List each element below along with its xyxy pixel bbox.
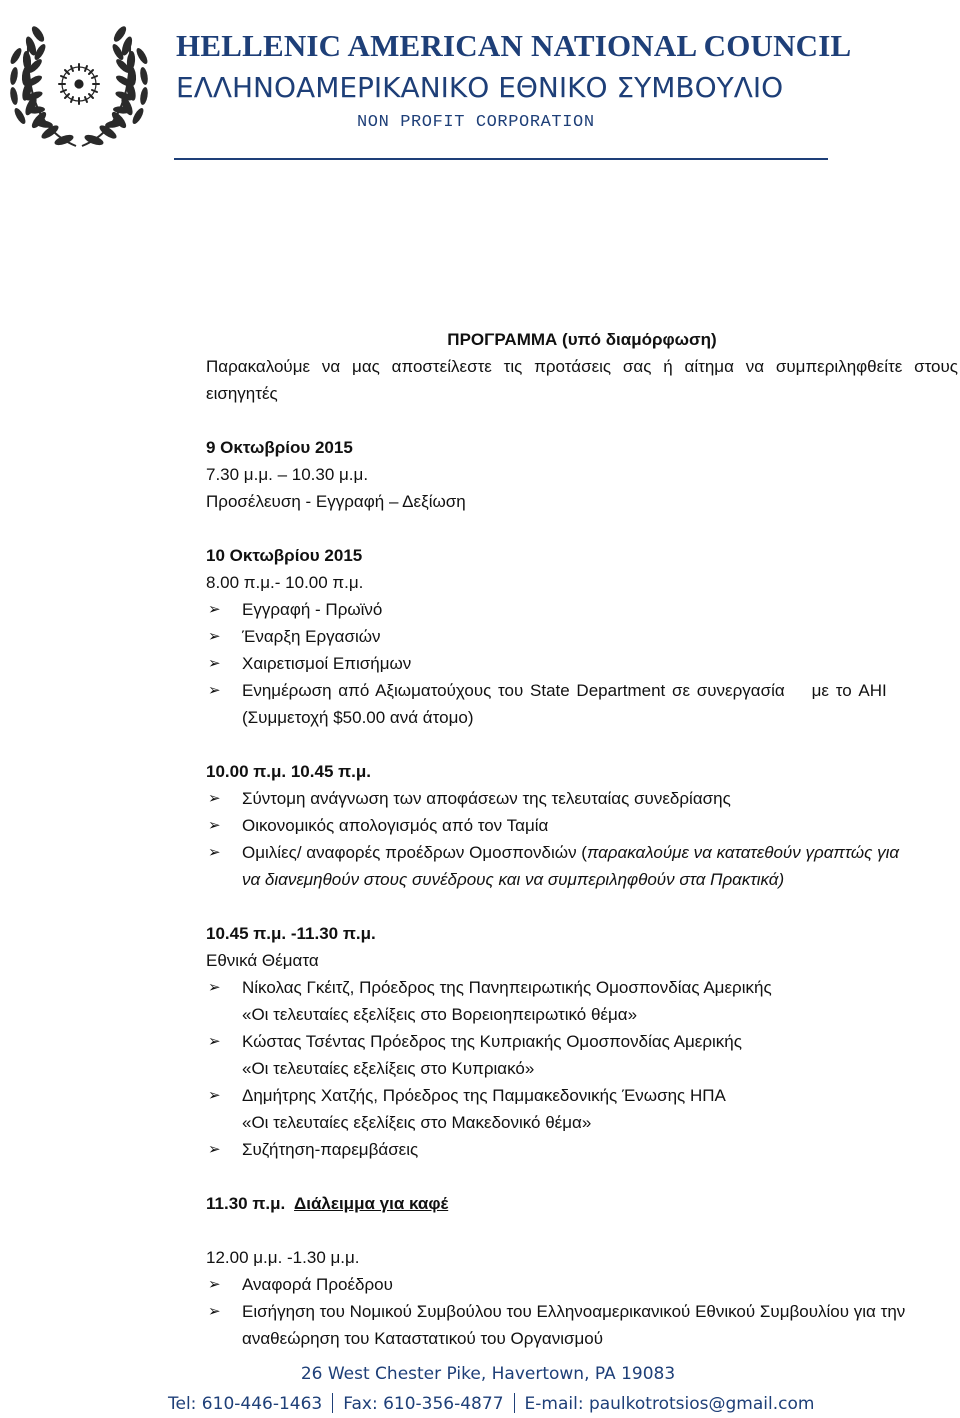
list-item: ➢ Οικονομικός απολογισμός από τον Ταμία <box>206 812 958 839</box>
block2-time: 10.00 π.μ. 10.45 π.μ. <box>206 762 371 781</box>
footer-address: 26 West Chester Pike, Havertown, PA 19083 <box>300 1364 676 1384</box>
nonprofit-label: NON PROFIT CORPORATION <box>357 113 595 132</box>
list-item: ➢ Σύντομη ανάγνωση των αποφάσεων της τελευταίας συνεδρίασης <box>206 785 958 812</box>
block3-time: 10.45 π.μ. -11.30 π.μ. <box>206 924 376 943</box>
speeches-note: να διανεμηθούν στους συνέδρους και να συμπεριληφθούν στα Πρακτικά) <box>242 870 785 889</box>
day1-event: Προσέλευση - Εγγραφή – Δεξίωση <box>206 492 466 511</box>
footer-email: E-mail: paulkotrotsios@gmail.com <box>524 1394 815 1414</box>
day2-date: 10 Οκτωβρίου 2015 <box>206 546 363 565</box>
speaker-item: ➢ Κώστας Τσέντας Πρόεδρος της Κυπριακής Ομοσπονδίας Αμερικής <box>206 1028 958 1055</box>
list-item: ➢ Αναφορά Προέδρου <box>206 1271 958 1298</box>
program-title: ΠΡΟΓΡΑΜΜΑ (υπό διαμόρφωση) <box>447 330 717 349</box>
list-item: ➢ Ομιλίες/ αναφορές προέδρων Ομοσπονδιών (παρακαλούμε να κατατεθούν γραπτώς για <box>206 839 958 866</box>
arrow-bullet-icon: ➢ <box>208 1033 221 1050</box>
arrow-bullet-icon: ➢ <box>208 655 221 672</box>
speaker-topic: «Οι τελευταίες εξελίξεις στο Βορειοηπειρωτικό θέμα» <box>242 1005 638 1024</box>
day1-time: 7.30 μ.μ. – 10.30 μ.μ. <box>206 465 369 484</box>
arrow-bullet-icon: ➢ <box>208 817 221 834</box>
org-name-english: HELLENIC AMERICAN NATIONAL COUNCIL <box>176 28 852 63</box>
laurel-wreath-logo <box>6 6 152 152</box>
arrow-bullet-icon: ➢ <box>208 1303 221 1320</box>
speaker-topic: «Οι τελευταίες εξελίξεις στο Μακεδονικό θέμα» <box>242 1113 592 1132</box>
list-item: ➢ Ενημέρωση από Αξιωματούχους του State Department σε συνεργασία με το AHI <box>206 677 958 704</box>
separator <box>514 1393 515 1413</box>
list-item: ➢ Συζήτηση-παρεμβάσεις <box>206 1136 958 1163</box>
speaker-topic: «Οι τελευταίες εξελίξεις στο Κυπριακό» <box>242 1059 535 1078</box>
footer-contact <box>80 1391 960 1417</box>
list-item: ➢ Εισήγηση του Νομικού Συμβούλου του Ελληνοαμερικανικού Εθνικού Συμβουλίου για την <box>206 1298 958 1325</box>
footer-fax: Fax: 610-356-4877 <box>343 1394 504 1414</box>
request-line-2: εισηγητές <box>206 384 278 403</box>
arrow-bullet-icon: ➢ <box>208 979 221 996</box>
list-item: ➢ Χαιρετισμοί Επισήμων <box>206 650 958 677</box>
arrow-bullet-icon: ➢ <box>208 844 221 861</box>
arrow-bullet-icon: ➢ <box>208 1276 221 1293</box>
arrow-bullet-icon: ➢ <box>208 1087 221 1104</box>
arrow-bullet-icon: ➢ <box>208 682 221 699</box>
day1-date: 9 Οκτωβρίου 2015 <box>206 438 353 457</box>
header-rule <box>174 158 828 160</box>
org-name-greek: ΕΛΛΗΝΟΑΜΕΡΙΚΑΝΙΚΟ ΕΘΝΙΚΟ ΣΥΜΒΟΥΛΙΟ <box>176 71 784 104</box>
program-body <box>206 326 958 1352</box>
briefing-fee: (Συμμετοχή $50.00 ανά άτομο) <box>242 708 474 727</box>
arrow-bullet-icon: ➢ <box>208 628 221 645</box>
list-item-continued: αναθεώρηση του Καταστατικού του Οργανισμού <box>242 1329 604 1348</box>
speaker-item: ➢ Δημήτρης Χατζής, Πρόεδρος της Παμμακεδονικής Ένωσης ΗΠΑ <box>206 1082 958 1109</box>
list-item: ➢ Έναρξη Εργασιών <box>206 623 958 650</box>
block3-heading: Εθνικά Θέματα <box>206 951 319 970</box>
speaker-item: ➢ Νίκολας Γκέιτζ, Πρόεδρος της Πανηπειρωτικής Ομοσπονδίας Αμερικής <box>206 974 958 1001</box>
list-item: ➢ Εγγραφή - Πρωϊνό <box>206 596 958 623</box>
arrow-bullet-icon: ➢ <box>208 790 221 807</box>
block4-time: 12.00 μ.μ. -1.30 μ.μ. <box>206 1248 360 1267</box>
arrow-bullet-icon: ➢ <box>208 1141 221 1158</box>
coffee-break: 11.30 π.μ. Διάλειμμα για καφέ <box>206 1194 449 1213</box>
request-line-1: Παρακαλούμε να μας αποστείλεστε τις προτάσεις σας ή αίτημα να συμπεριληφθείτε στους <box>206 357 958 376</box>
arrow-bullet-icon: ➢ <box>208 601 221 618</box>
block1-time: 8.00 π.μ.- 10.00 π.μ. <box>206 573 364 592</box>
footer-tel: Tel: 610-446-1463 <box>168 1394 323 1414</box>
separator <box>332 1393 333 1413</box>
letterhead <box>176 26 876 138</box>
